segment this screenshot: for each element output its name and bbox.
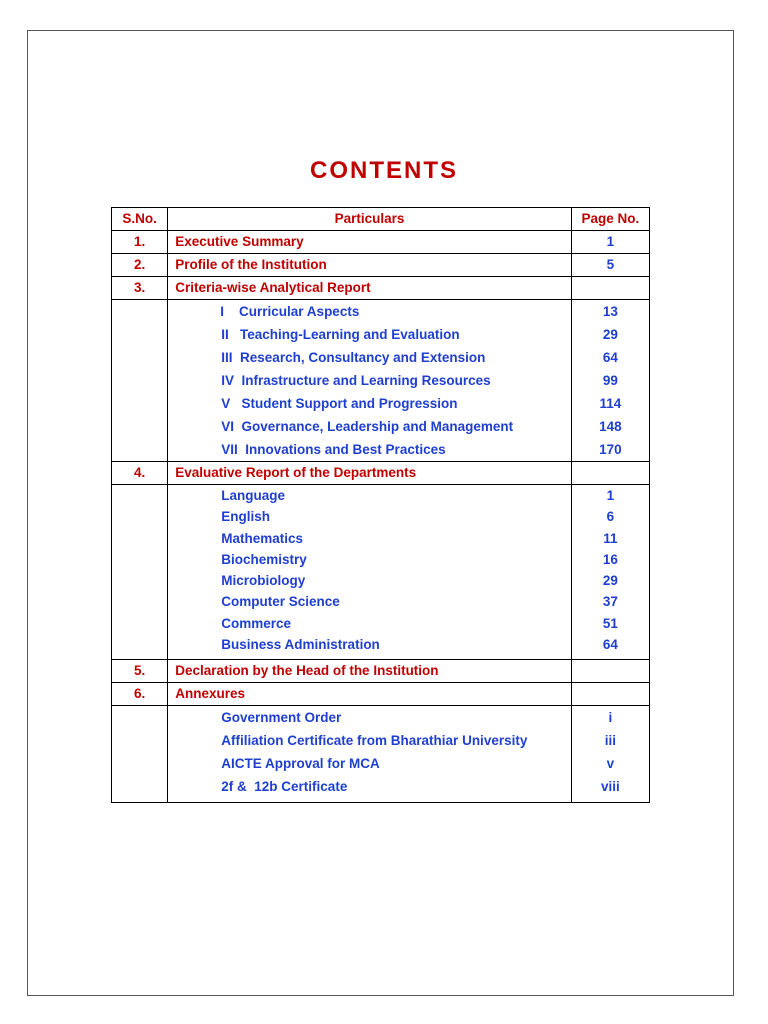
row-page bbox=[571, 462, 649, 485]
list-item: II Teaching-Learning and Evaluation bbox=[221, 327, 460, 342]
annexures-group bbox=[112, 706, 650, 803]
row-page: 1 bbox=[571, 231, 649, 254]
list-item-page: 11 bbox=[603, 530, 618, 546]
list-item: VII Innovations and Best Practices bbox=[221, 442, 446, 457]
row-page bbox=[571, 683, 649, 706]
list-item: Biochemistry bbox=[221, 551, 307, 567]
row-page bbox=[571, 277, 649, 300]
header-page-no: Page No. bbox=[571, 208, 649, 231]
row-particulars: Criteria-wise Analytical Report bbox=[168, 277, 571, 300]
list-item-page: 1 bbox=[606, 488, 615, 503]
row-particulars: Annexures bbox=[168, 683, 571, 706]
list-item-page: 64 bbox=[602, 350, 618, 365]
list-item-page: v bbox=[606, 756, 615, 772]
row-particulars: Evaluative Report of the Departments bbox=[168, 462, 571, 485]
table-row bbox=[112, 683, 650, 706]
row-particulars: Profile of the Institution bbox=[168, 254, 571, 277]
list-item: English bbox=[221, 509, 271, 525]
criteria-group bbox=[112, 300, 650, 462]
list-item: V Student Support and Progression bbox=[221, 396, 458, 411]
list-item-page: 64 bbox=[602, 637, 618, 653]
list-item: 2f & 12b Certificate bbox=[221, 779, 348, 795]
list-item: Mathematics bbox=[221, 530, 304, 546]
list-item: Government Order bbox=[221, 710, 342, 726]
list-item-page: 148 bbox=[599, 419, 622, 434]
header-particulars: Particulars bbox=[168, 208, 571, 231]
table-row bbox=[112, 254, 650, 277]
list-item-page: 114 bbox=[599, 396, 622, 411]
list-item: III Research, Consultancy and Extension bbox=[221, 350, 486, 365]
list-item-page: 37 bbox=[602, 594, 618, 610]
list-item-page: 170 bbox=[599, 442, 622, 457]
list-item: VI Governance, Leadership and Management bbox=[221, 419, 514, 434]
list-item-page: i bbox=[608, 710, 613, 726]
list-item: Business Administration bbox=[221, 637, 380, 653]
row-sno: 5. bbox=[112, 660, 168, 683]
list-item-page: iii bbox=[604, 733, 616, 749]
row-sno: 3. bbox=[112, 277, 168, 300]
row-sno: 1. bbox=[112, 231, 168, 254]
list-item: AICTE Approval for MCA bbox=[221, 756, 380, 772]
page-title: CONTENTS bbox=[310, 157, 458, 184]
list-item-page: 6 bbox=[606, 509, 615, 525]
row-particulars: Executive Summary bbox=[168, 231, 571, 254]
list-item: I Curricular Aspects bbox=[220, 304, 360, 319]
row-particulars: Declaration by the Head of the Institution bbox=[168, 660, 571, 683]
list-item-page: viii bbox=[600, 779, 620, 795]
list-item-page: 29 bbox=[602, 327, 618, 342]
departments-group bbox=[112, 485, 650, 660]
row-page: 5 bbox=[571, 254, 649, 277]
table-row bbox=[112, 660, 650, 683]
list-item: Commerce bbox=[221, 615, 292, 631]
list-item-page: 13 bbox=[602, 304, 618, 319]
row-page bbox=[571, 660, 649, 683]
list-item: Microbiology bbox=[221, 573, 306, 589]
list-item: Computer Science bbox=[221, 594, 340, 610]
row-sno: 4. bbox=[112, 462, 168, 485]
header-sno: S.No. bbox=[112, 208, 168, 231]
contents-table bbox=[111, 207, 650, 803]
list-item-page: 16 bbox=[602, 551, 618, 567]
table-row bbox=[112, 277, 650, 300]
list-item: IV Infrastructure and Learning Resources bbox=[221, 373, 491, 388]
row-sno: 2. bbox=[112, 254, 168, 277]
row-sno: 6. bbox=[112, 683, 168, 706]
list-item: Affiliation Certificate from Bharathiar University bbox=[221, 733, 528, 749]
table-row bbox=[112, 231, 650, 254]
list-item: Language bbox=[221, 488, 286, 503]
list-item-page: 99 bbox=[602, 373, 618, 388]
list-item-page: 29 bbox=[602, 573, 618, 589]
table-header-row bbox=[112, 208, 650, 231]
table-row bbox=[112, 462, 650, 485]
list-item-page: 51 bbox=[602, 615, 618, 631]
